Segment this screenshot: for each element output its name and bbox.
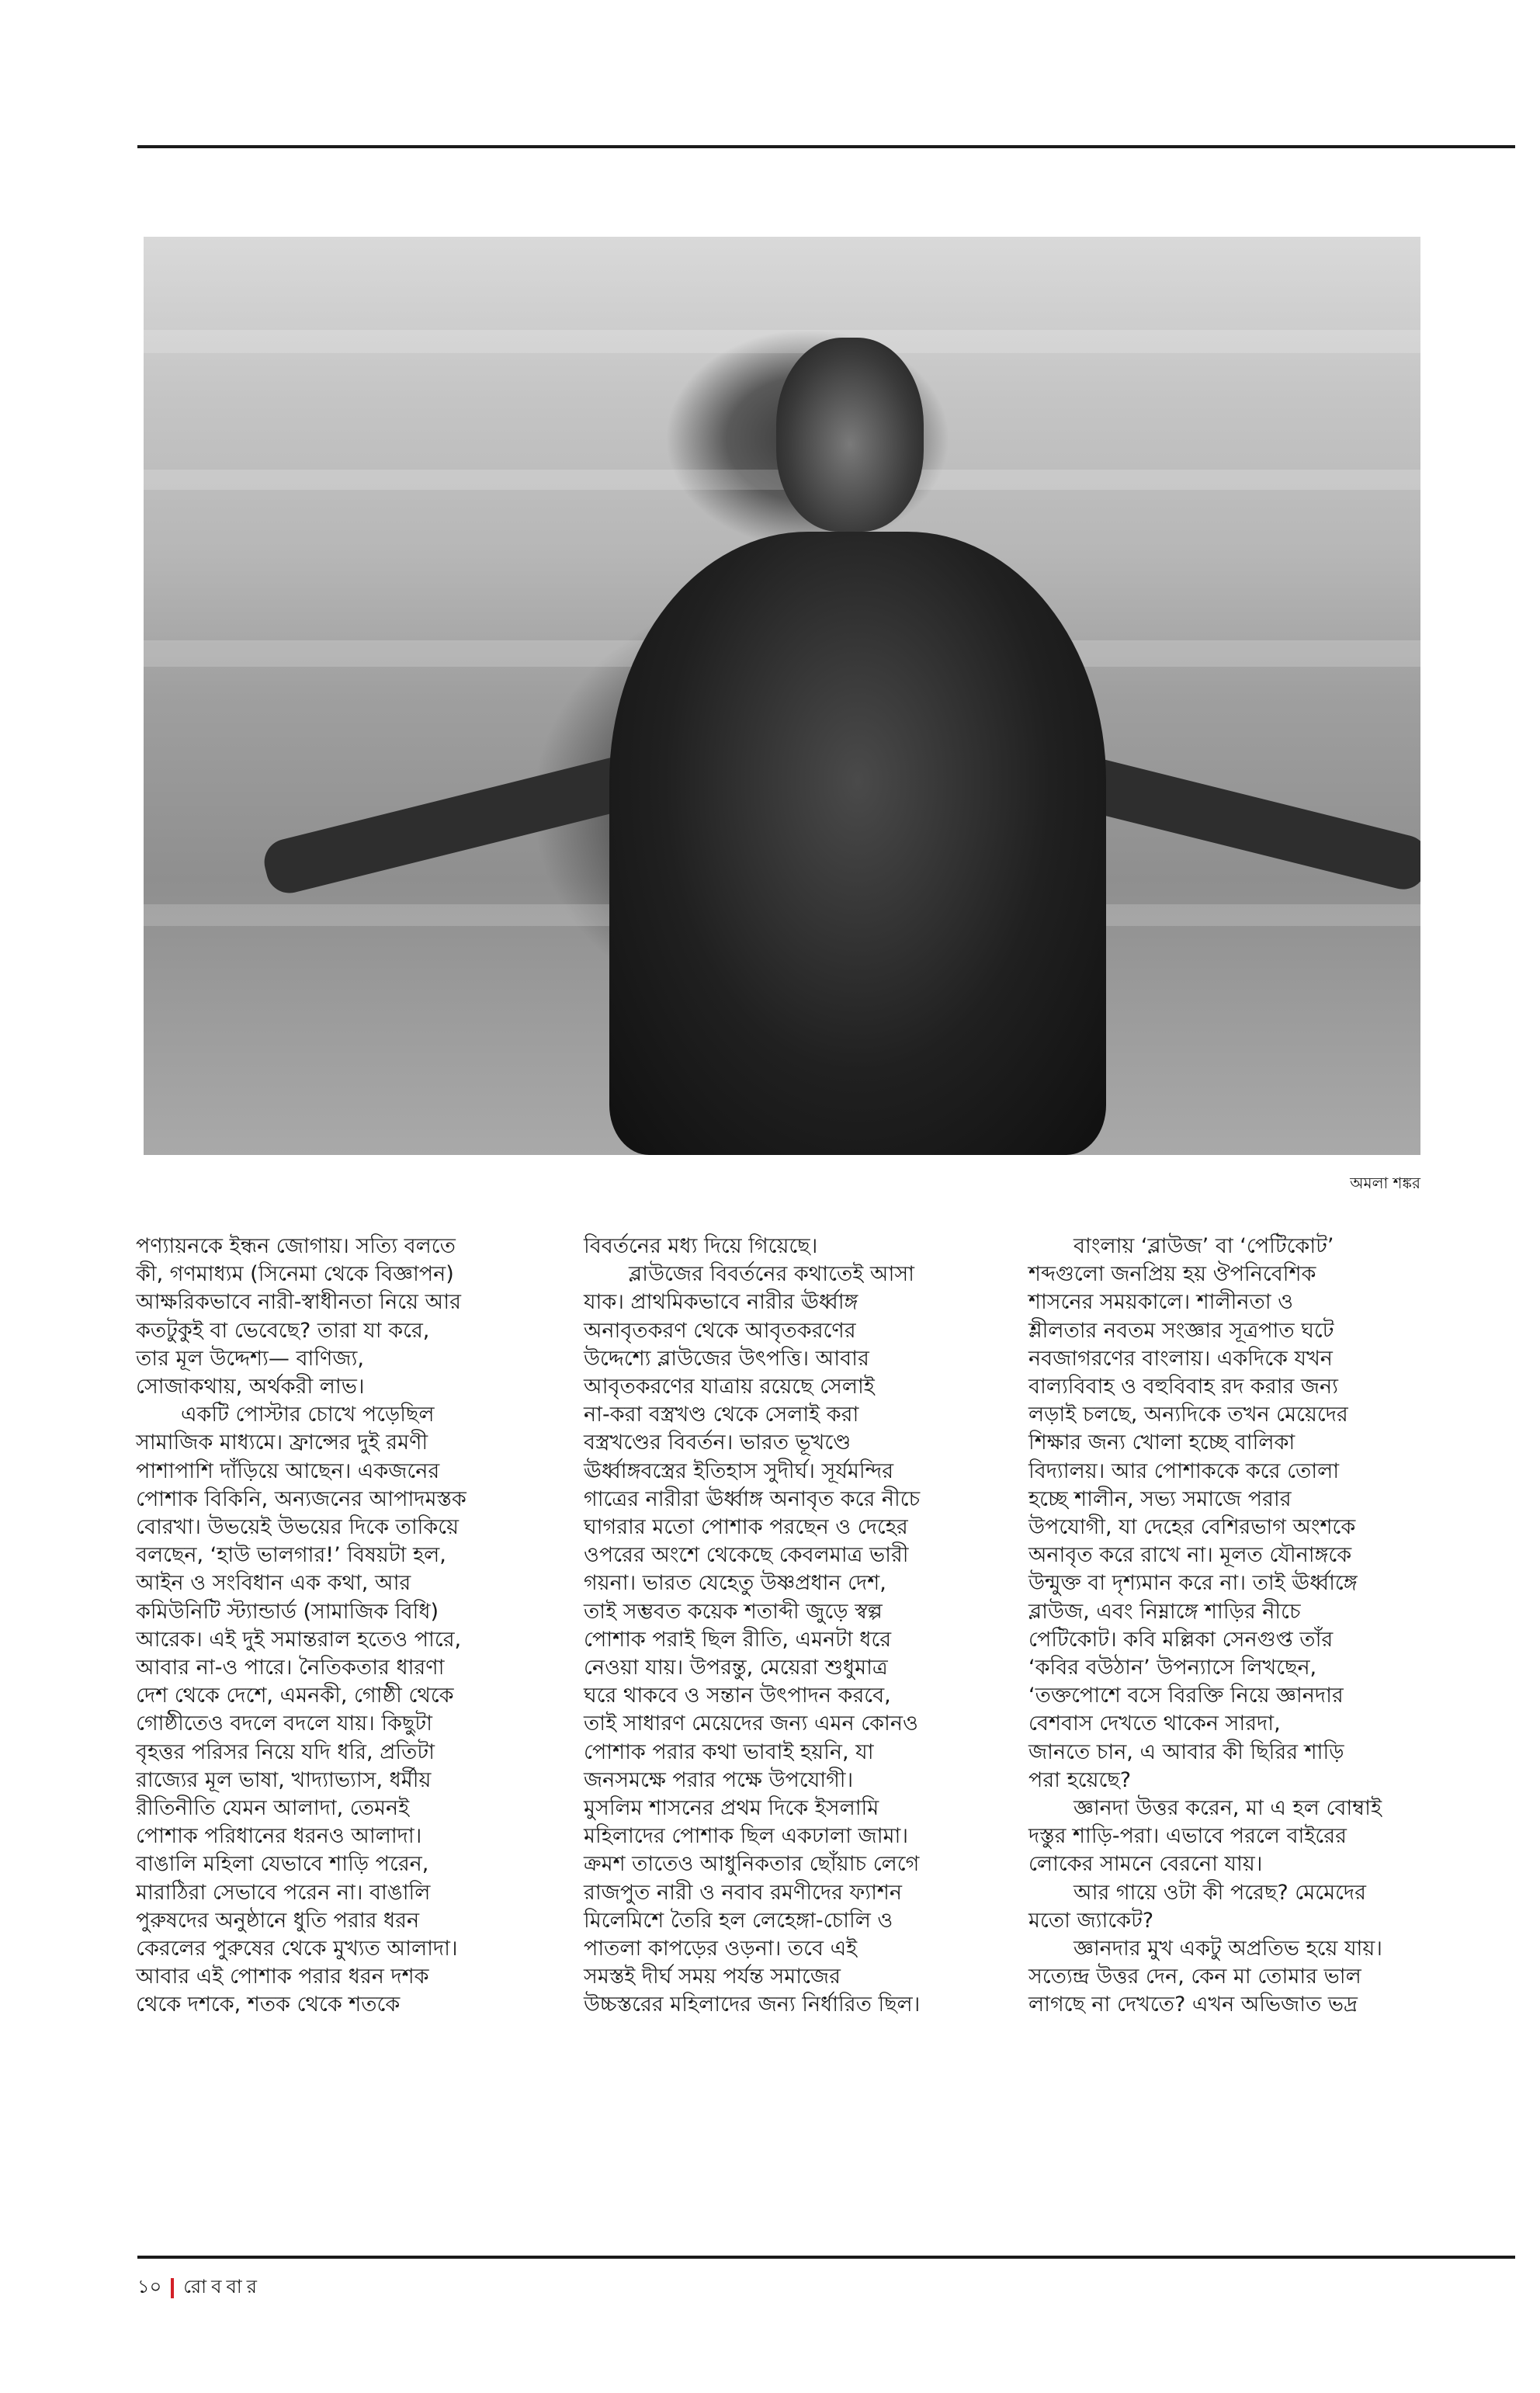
article-text-line: সত্যেন্দ্র উত্তর দেন, কেন মা তোমার ভাল	[1028, 1965, 1361, 1989]
article-text-line: গোষ্ঠীতেও বদলে বদলে যায়। কিছুটা	[136, 1712, 432, 1736]
article-text-line: যাক। প্রাথমিকভাবে নারীর ঊর্ধ্বাঙ্গ	[584, 1290, 858, 1315]
article-text-line: রীতিনীতি যেমন আলাদা, তেমনই	[136, 1796, 410, 1821]
article-text-line: লাগছে না দেখতে? এখন অভিজাত ভদ্র	[1028, 1992, 1358, 2017]
article-text-line: শ্লীলতার নবতম সংজ্ঞার সূত্রপাত ঘটে	[1028, 1318, 1334, 1343]
footer-separator	[171, 2278, 174, 2298]
article-text-line: উপযোগী, যা দেহের বেশিরভাগ অংশকে	[1028, 1515, 1356, 1540]
article-text-line: পোশাক পরিধানের ধরনও আলাদা।	[136, 1824, 422, 1849]
article-text-line: হচ্ছে শালীন, সভ্য সমাজে পরার	[1028, 1486, 1292, 1511]
photo-figure-arm-right	[1059, 751, 1420, 894]
article-text-line: বাঙালি মহিলা যেভাবে শাড়ি পরেন,	[136, 1852, 429, 1877]
article-text-line: আইন ও সংবিধান এক কথা, আর	[136, 1571, 411, 1596]
article-text-line: ঊর্ধ্বাঙ্গবস্ত্রের ইতিহাস সুদীর্ঘ। সূর্যমন্দির	[584, 1458, 894, 1483]
article-text-line: ক্রমশ তাতেও আধুনিকতার ছোঁয়াচ লেগে	[584, 1852, 920, 1877]
article-text-line: বাংলায় ‘ব্লাউজ’ বা ‘পেটিকোট’	[1073, 1234, 1334, 1258]
article-text-line: রাজ্যের মূল ভাষা, খাদ্যাভ্যাস, ধর্মীয়	[136, 1767, 432, 1792]
article-text-line: বস্ত্রখণ্ডের বিবর্তন। ভারত ভূখণ্ডে	[584, 1431, 852, 1455]
article-text-line: বৃহত্তর পরিসর নিয়ে যদি ধরি, প্রতিটা	[136, 1739, 435, 1764]
article-text-line: ‘কবির বউঠান’ উপন্যাসে লিখছেন,	[1028, 1656, 1317, 1680]
article-text-line: পোশাক পরাই ছিল রীতি, এমনটা ধরে	[584, 1627, 892, 1652]
article-text-line: তাই সাধারণ মেয়েদের জন্য এমন কোনও	[584, 1712, 918, 1736]
article-text-line: দস্তুর শাড়ি-পরা। এভাবে পরলে বাইরের	[1028, 1824, 1347, 1849]
article-text-line: বাল্যবিবাহ ও বহুবিবাহ রদ করার জন্য	[1028, 1375, 1339, 1399]
photo-figure-arm-left	[259, 747, 664, 898]
article-text-line: গাত্রের নারীরা ঊর্ধ্বাঙ্গ অনাবৃত করে নীচে	[584, 1486, 921, 1511]
article-text-line: জনসমক্ষে পরার পক্ষে উপযোগী।	[584, 1767, 854, 1792]
article-text-line: জ্ঞানদার মুখ একটু অপ্রতিভ হয়ে যায়।	[1073, 1937, 1382, 1961]
article-text-line: লোকের সামনে বেরনো যায়।	[1028, 1852, 1263, 1877]
article-text-line: ঘরে থাকবে ও সন্তান উৎপাদন করবে,	[584, 1684, 891, 1708]
article-text-line: ব্লাউজের বিবর্তনের কথাতেই আসা	[629, 1262, 915, 1287]
article-text-line: আক্ষরিকভাবে নারী-স্বাধীনতা নিয়ে আর	[136, 1290, 461, 1315]
article-text-line: ওপরের অংশে থেকেছে কেবলমাত্র ভারী	[584, 1543, 909, 1568]
article-text-line: শব্দগুলো জনপ্রিয় হয় ঔপনিবেশিক	[1028, 1262, 1316, 1287]
photo-caption: অমলা শঙ্কর	[1350, 1174, 1420, 1192]
article-column-3	[1028, 1233, 1463, 2020]
article-text-line: আবার না-ও পারে। নৈতিকতার ধারণা	[136, 1656, 445, 1680]
article-text-line: পেটিকোট। কবি মল্লিকা সেনগুপ্ত তাঁর	[1028, 1627, 1334, 1652]
article-text-line: আবার এই পোশাক পরার ধরন দশক	[136, 1965, 429, 1989]
article-text-line: থেকে দশকে, শতক থেকে শতকে	[136, 1992, 401, 2017]
article-column-2	[584, 1233, 1003, 2020]
article-text-line: মহিলাদের পোশাক ছিল একঢালা জামা।	[584, 1824, 909, 1849]
article-text-line: শিক্ষার জন্য খোলা হচ্ছে বালিকা	[1028, 1431, 1295, 1455]
photo-figure-body	[609, 532, 1106, 1155]
page-footer	[137, 2273, 262, 2304]
article-text-line: পাশাপাশি দাঁড়িয়ে আছেন। একজনের	[136, 1458, 440, 1483]
article-text-line: মিলেমিশে তৈরি হল লেহেঙ্গা-চোলি ও	[584, 1908, 893, 1933]
article-text-line: কেরলের পুরুষের থেকে মুখ্যত আলাদা।	[136, 1937, 458, 1961]
article-text-line: পোশাক বিকিনি, অন্যজনের আপাদমস্তক	[136, 1486, 467, 1511]
article-text-line: বোরখা। উভয়েই উভয়ের দিকে তাকিয়ে	[136, 1515, 460, 1540]
article-text-line: অনাবৃতকরণ থেকে আবৃতকরণের	[584, 1318, 856, 1343]
article-text-line: সোজাকথায়, অর্থকরী লাভ।	[136, 1375, 365, 1399]
article-text-line: বলছেন, ‘হাউ ভালগার!’ বিষয়টা হল,	[136, 1543, 446, 1568]
article-column-1	[136, 1233, 567, 2020]
article-text-line: সমস্তই দীর্ঘ সময় পর্যন্ত সমাজের	[584, 1965, 841, 1989]
publication-section: রোববার	[183, 2276, 262, 2298]
photo-figure-head	[776, 338, 924, 532]
article-text-line: পোশাক পরার কথা ভাবাই হয়নি, যা	[584, 1739, 874, 1764]
article-text-line: পরা হয়েছে?	[1028, 1767, 1132, 1792]
article-text-line: নবজাগরণের বাংলায়। একদিকে যখন	[1028, 1346, 1333, 1371]
article-text-line: তাই সম্ভবত কয়েক শতাব্দী জুড়ে স্বল্প	[584, 1599, 883, 1624]
article-text-line: জানতে চান, এ আবার কী ছিরির শাড়ি	[1028, 1739, 1344, 1764]
article-text-line: পণ্যায়নকে ইন্ধন জোগায়। সত্যি বলতে	[136, 1234, 456, 1258]
article-text-line: আরেক। এই দুই সমান্তরাল হতেও পারে,	[136, 1627, 462, 1652]
article-text-line: একটি পোস্টার চোখে পড়েছিল	[181, 1403, 435, 1427]
article-text-line: আবৃতকরণের যাত্রায় রয়েছে সেলাই	[584, 1375, 875, 1399]
article-text-line: মুসলিম শাসনের প্রথম দিকে ইসলামি	[584, 1796, 879, 1821]
article-text-line: দেশ থেকে দেশে, এমনকী, গোষ্ঠী থেকে	[136, 1684, 454, 1708]
article-text-line: জ্ঞানদা উত্তর করেন, মা এ হল বোম্বাই	[1073, 1796, 1382, 1821]
article-text-line: কমিউনিটি স্ট্যান্ডার্ড (সামাজিক বিধি)	[136, 1599, 439, 1624]
article-text-line: লড়াই চলছে, অন্যদিকে তখন মেয়েদের	[1028, 1403, 1348, 1427]
article-text-line: কী, গণমাধ্যম (সিনেমা থেকে বিজ্ঞাপন)	[136, 1262, 454, 1287]
article-text-line: ‘তক্তপোশে বসে বিরক্তি নিয়ে জ্ঞানদার	[1028, 1684, 1344, 1708]
article-text-line: মতো জ্যাকেট?	[1028, 1908, 1154, 1933]
article-photo	[144, 237, 1420, 1155]
article-text-line: উন্মুক্ত বা দৃশ্যমান করে না। তাই ঊর্ধ্বাঙ্গে	[1028, 1571, 1358, 1596]
article-text-line: নেওয়া যায়। উপরন্তু, মেয়েরা শুধুমাত্র	[584, 1656, 888, 1680]
article-text-line: পুরুষদের অনুষ্ঠানে ধুতি পরার ধরন	[136, 1908, 420, 1933]
article-text-line: ব্লাউজ, এবং নিম্নাঙ্গে শাড়ির নীচে	[1028, 1599, 1301, 1624]
article-text-line: কতটুকুই বা ভেবেছে? তারা যা করে,	[136, 1318, 430, 1343]
article-text-line: পাতলা কাপড়ের ওড়না। তবে এই	[584, 1937, 858, 1961]
article-text-line: শাসনের সময়কালে। শালীনতা ও	[1028, 1290, 1294, 1315]
page-number: ১০	[137, 2276, 162, 2298]
article-text-line: ঘাগরার মতো পোশাক পরছেন ও দেহের	[584, 1515, 908, 1540]
article-text-line: বিদ্যালয়। আর পোশাককে করে তোলা	[1028, 1458, 1340, 1483]
article-text-line: তার মূল উদ্দেশ্য— বাণিজ্য,	[136, 1346, 364, 1371]
article-text-line: বেশবাস দেখতে থাকেন সারদা,	[1028, 1712, 1281, 1736]
article-text-line: উচ্চস্তরের মহিলাদের জন্য নির্ধারিত ছিল।	[584, 1992, 921, 2017]
top-rule	[137, 145, 1515, 148]
article-text-line: রাজপুত নারী ও নবাব রমণীদের ফ্যাশন	[584, 1880, 902, 1905]
wall-band	[144, 330, 1420, 353]
article-text-line: আর গায়ে ওটা কী পরেছ? মেমেদের	[1073, 1880, 1366, 1905]
article-text-line: মারাঠিরা সেভাবে পরেন না। বাঙালি	[136, 1880, 431, 1905]
article-text-line: বিবর্তনের মধ্য দিয়ে গিয়েছে।	[584, 1234, 818, 1258]
article-text-line: উদ্দেশ্যে ব্লাউজের উৎপত্তি। আবার	[584, 1346, 869, 1371]
article-text-line: না-করা বস্ত্রখণ্ড থেকে সেলাই করা	[584, 1403, 859, 1427]
article-text-line: গয়না। ভারত যেহেতু উষ্ণপ্রধান দেশ,	[584, 1571, 886, 1596]
article-text-line: অনাবৃত করে রাখে না। মূলত যৌনাঙ্গকে	[1028, 1543, 1352, 1568]
bottom-rule	[137, 2256, 1515, 2259]
article-text-line: সামাজিক মাধ্যমে। ফ্রান্সের দুই রমণী	[136, 1431, 428, 1455]
